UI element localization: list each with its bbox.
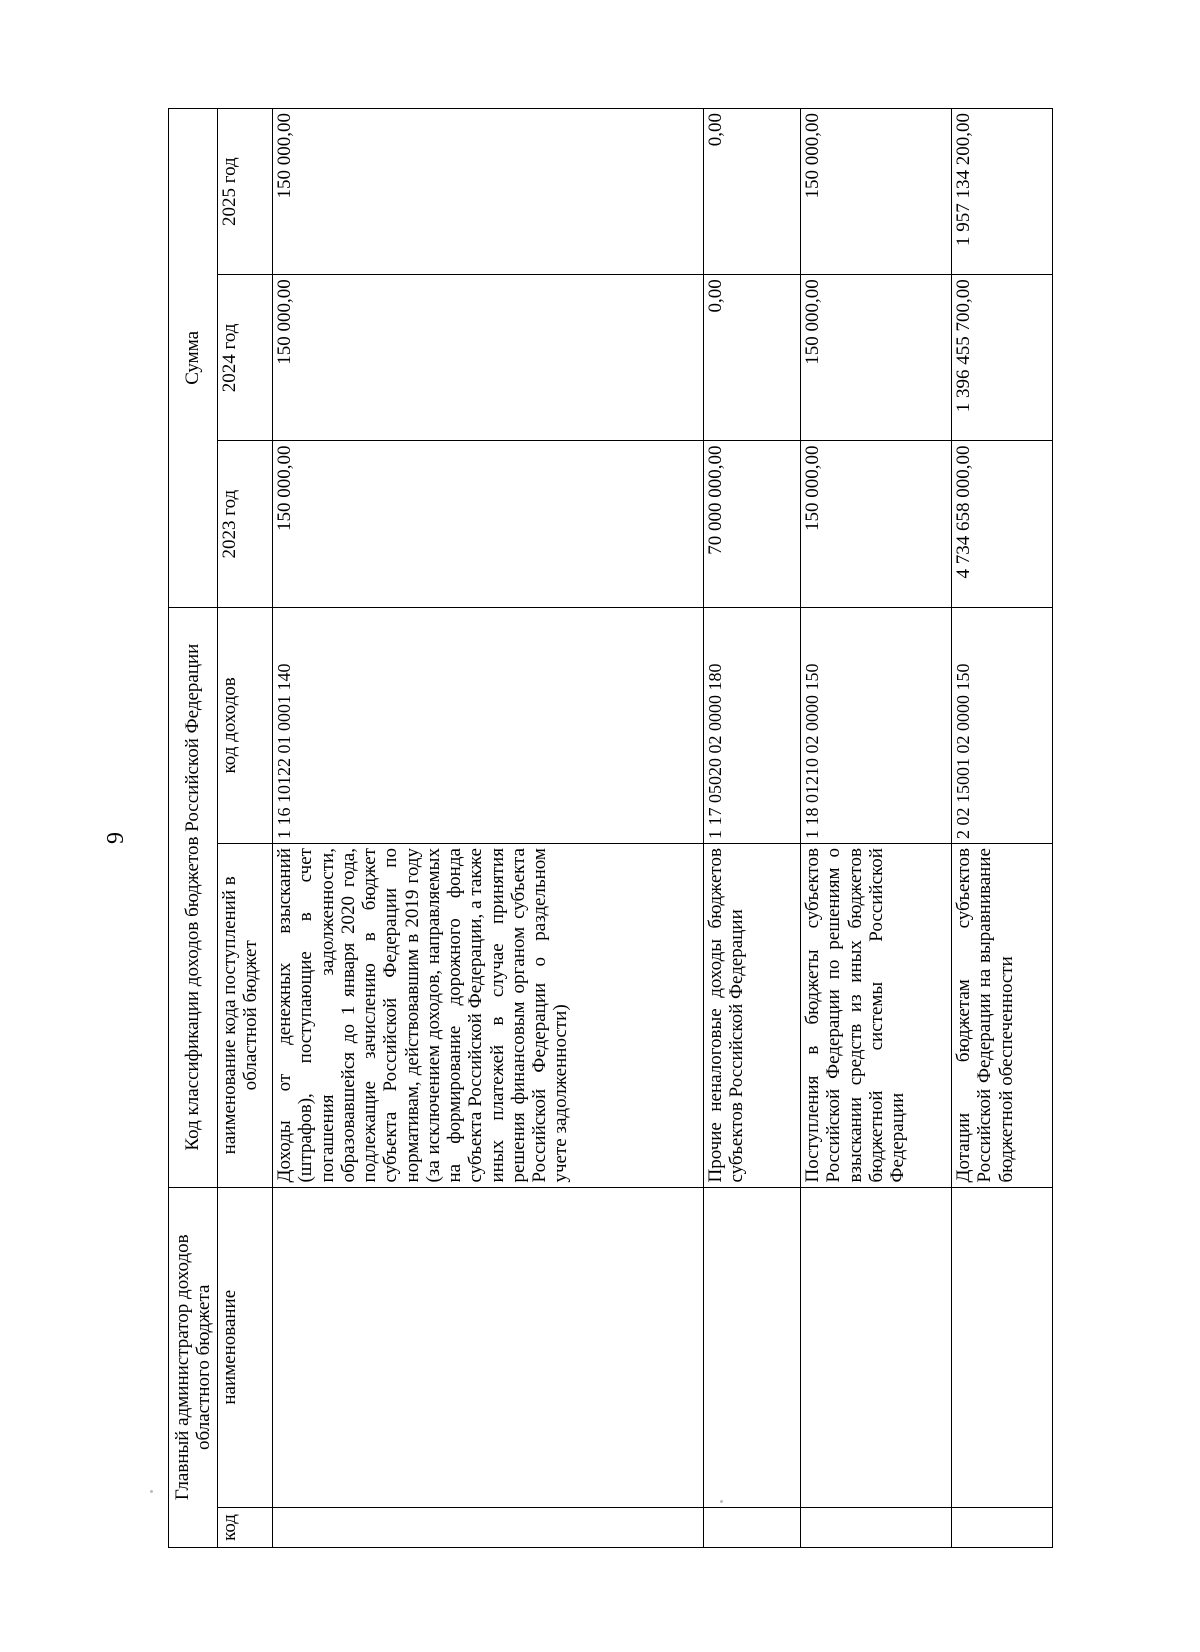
income-name-cell: Прочие неналоговые доходы бюджетов субъектов Российской Федерации xyxy=(704,844,801,1187)
sum-2025-cell: 1 957 134 200,00 xyxy=(952,109,1053,275)
income-code-cell: 1 18 01210 02 0000 150 xyxy=(801,607,952,843)
sum-2023-cell: 150 000,00 xyxy=(273,441,704,607)
admin-name-cell xyxy=(801,1187,952,1507)
year-2024-header: 2024 год xyxy=(218,275,273,441)
income-code-cell: 2 02 15001 02 0000 150 xyxy=(952,607,1053,843)
admin-code-cell xyxy=(273,1507,704,1547)
sum-2025-cell: 0,00 xyxy=(704,109,801,275)
page-number: 9 xyxy=(103,832,129,844)
admin-code-cell xyxy=(801,1507,952,1547)
income-code-cell: 1 17 05020 02 0000 180 xyxy=(704,607,801,843)
table-row xyxy=(952,109,1053,1548)
scan-speck xyxy=(720,1500,723,1503)
sum-2024-cell: 0,00 xyxy=(704,275,801,441)
year-2023-header: 2023 год xyxy=(218,441,273,607)
sum-2023-cell: 4 734 658 000,00 xyxy=(952,441,1053,607)
sum-2023-cell: 150 000,00 xyxy=(801,441,952,607)
sum-header: Сумма xyxy=(169,109,218,608)
table-row xyxy=(273,109,704,1548)
income-table xyxy=(168,108,1053,1548)
sum-2025-cell: 150 000,00 xyxy=(801,109,952,275)
table-row xyxy=(704,109,801,1548)
sum-2024-cell: 150 000,00 xyxy=(273,275,704,441)
income-name-cell: Дотации бюджетам субъектов Российской Федерации на выравнивание бюджетной обеспеченности xyxy=(952,844,1053,1187)
name-header: наименование xyxy=(218,1187,273,1507)
income-code-cell: 1 16 10122 01 0001 140 xyxy=(273,607,704,843)
income-name-cell: Доходы от денежных взысканий (штрафов), поступающие в счет погашения задолженности, образовавшейся до 1 января 2020 года, подлежащие зачислению в бюджет субъекта Российской Федерации по нормативам, действовавшим в 2019 году (за исключением доходов, направляемых на формирование дорожного фонда субъекта Российской Федерации, а также иных платежей в случае принятия решения финансовым органом субъекта Российской Федерации о раздельном учете задолженности) xyxy=(273,844,704,1187)
table-row xyxy=(801,109,952,1548)
admin-name-cell xyxy=(704,1187,801,1507)
scan-speck xyxy=(150,1490,153,1493)
sum-2024-cell: 150 000,00 xyxy=(801,275,952,441)
admin-name-cell xyxy=(273,1187,704,1507)
income-code-header: код доходов xyxy=(218,607,273,843)
income-name-header: наименование кода поступлений в областной бюджет xyxy=(218,844,273,1187)
rotated-page xyxy=(168,108,1053,1548)
sum-2024-cell: 1 396 455 700,00 xyxy=(952,275,1053,441)
admin-code-cell xyxy=(704,1507,801,1547)
income-name-cell: Поступления в бюджеты субъектов Российской Федерации по решениям о взыскании средств из иных бюджетов бюджетной системы Российской Федерации xyxy=(801,844,952,1187)
year-2025-header: 2025 год xyxy=(218,109,273,275)
sum-2023-cell: 70 000 000,00 xyxy=(704,441,801,607)
sum-2025-cell: 150 000,00 xyxy=(273,109,704,275)
header-row-1 xyxy=(169,109,218,1548)
admin-name-cell xyxy=(952,1187,1053,1507)
admin-code-cell xyxy=(952,1507,1053,1547)
main-admin-header: Главный администратор доходов областного бюджета xyxy=(169,1187,218,1547)
income-classification-header: Код классификации доходов бюджетов Российской Федерации xyxy=(169,607,218,1187)
code-header: код xyxy=(218,1507,273,1547)
header-row-2 xyxy=(218,109,273,1548)
